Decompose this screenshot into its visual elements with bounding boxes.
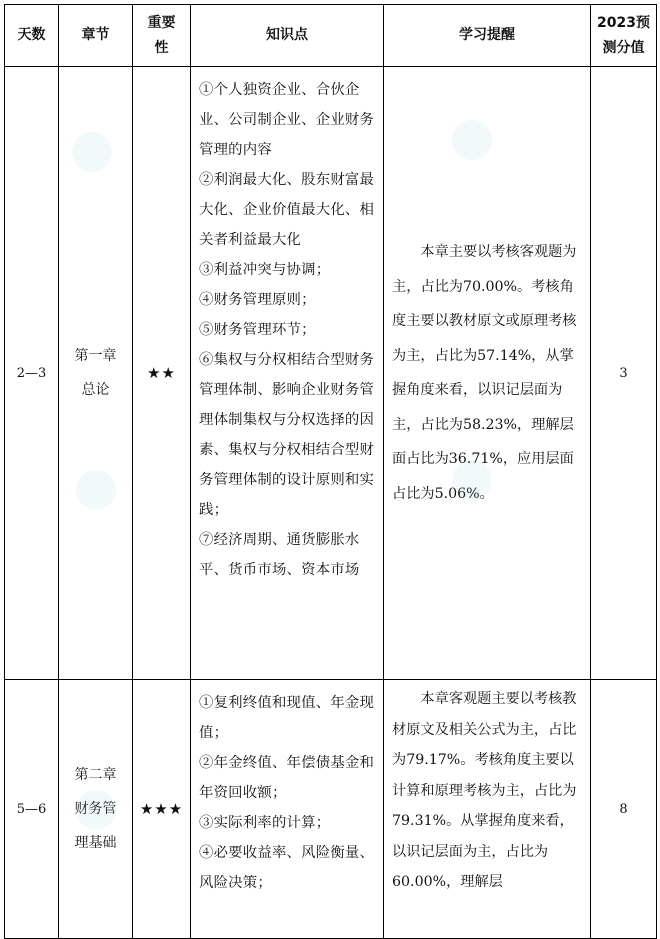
header-chapter: 章节 bbox=[59, 5, 133, 67]
chapter-line: 财务管 bbox=[74, 801, 117, 817]
tips-text: 本章客观题主要以考核教材原文及相关公式为主，占比为79.17%。考核角度主要以计算和原理考核为主，占比为79.31%。从掌握角度来看，以识记层面为主，占比为60.00%，理解层 bbox=[392, 691, 577, 890]
knowledge-item: ④必要收益率、风险衡量、风险决策； bbox=[199, 845, 375, 891]
header-knowledge: 知识点 bbox=[191, 5, 384, 67]
header-tips: 学习提醒 bbox=[384, 5, 591, 67]
knowledge-item: ③实际利率的计算； bbox=[199, 815, 331, 831]
tips-cell bbox=[384, 67, 591, 680]
knowledge-cell bbox=[191, 680, 384, 939]
knowledge-cell bbox=[191, 67, 384, 680]
knowledge-item: ⑤财务管理环节； bbox=[199, 322, 316, 338]
header-row bbox=[5, 5, 657, 67]
importance-stars: ★★★ bbox=[133, 680, 191, 939]
tips-cell bbox=[384, 680, 591, 939]
chapter-line: 总论 bbox=[81, 382, 110, 398]
header-importance: 重要性 bbox=[133, 5, 191, 67]
knowledge-item: ①个人独资企业、合伙企业、公司制企业、企业财务管理的内容 bbox=[199, 82, 375, 158]
knowledge-item: ②年金终值、年偿债基金和年资回收额； bbox=[199, 755, 375, 801]
table-row bbox=[5, 67, 657, 680]
days-cell: 5—6 bbox=[5, 680, 59, 939]
knowledge-item: ②利润最大化、股东财富最大化、企业价值最大化、相关者利益最大化 bbox=[199, 172, 375, 248]
chapter-line: 第二章 bbox=[74, 767, 117, 783]
score-cell: 8 bbox=[591, 680, 657, 939]
knowledge-item: ③利益冲突与协调； bbox=[199, 262, 331, 278]
chapter-cell bbox=[59, 680, 133, 939]
chapter-cell bbox=[59, 67, 133, 680]
knowledge-item: ⑦经济周期、通货膨胀水平、货币市场、资本市场 bbox=[199, 532, 360, 578]
importance-stars: ★★ bbox=[133, 67, 191, 680]
knowledge-item: ④财务管理原则； bbox=[199, 292, 316, 308]
study-plan-table bbox=[4, 4, 657, 939]
knowledge-item: ⑥集权与分权相结合型财务管理体制、影响企业财务管理体制集权与分权选择的因素、集权与分权相结合型财务管理体制的设计原则和实践； bbox=[199, 352, 375, 518]
knowledge-item: ①复利终值和现值、年金现值； bbox=[199, 695, 375, 741]
chapter-line: 第一章 bbox=[74, 348, 117, 364]
score-cell: 3 bbox=[591, 67, 657, 680]
tips-text: 本章主要以考核客观题为主，占比为70.00%。考核角度主要以教材原文或原理考核为主，占比为57.14%，从掌握角度来看，以识记层面为主，占比为58.23%，理解层面占比为36.71%，应用层面占比为5.06%。 bbox=[392, 244, 577, 502]
header-score: 2023预测分值 bbox=[591, 5, 657, 67]
chapter-line: 理基础 bbox=[74, 835, 117, 851]
header-days: 天数 bbox=[5, 5, 59, 67]
days-cell: 2—3 bbox=[5, 67, 59, 680]
table-row bbox=[5, 680, 657, 939]
